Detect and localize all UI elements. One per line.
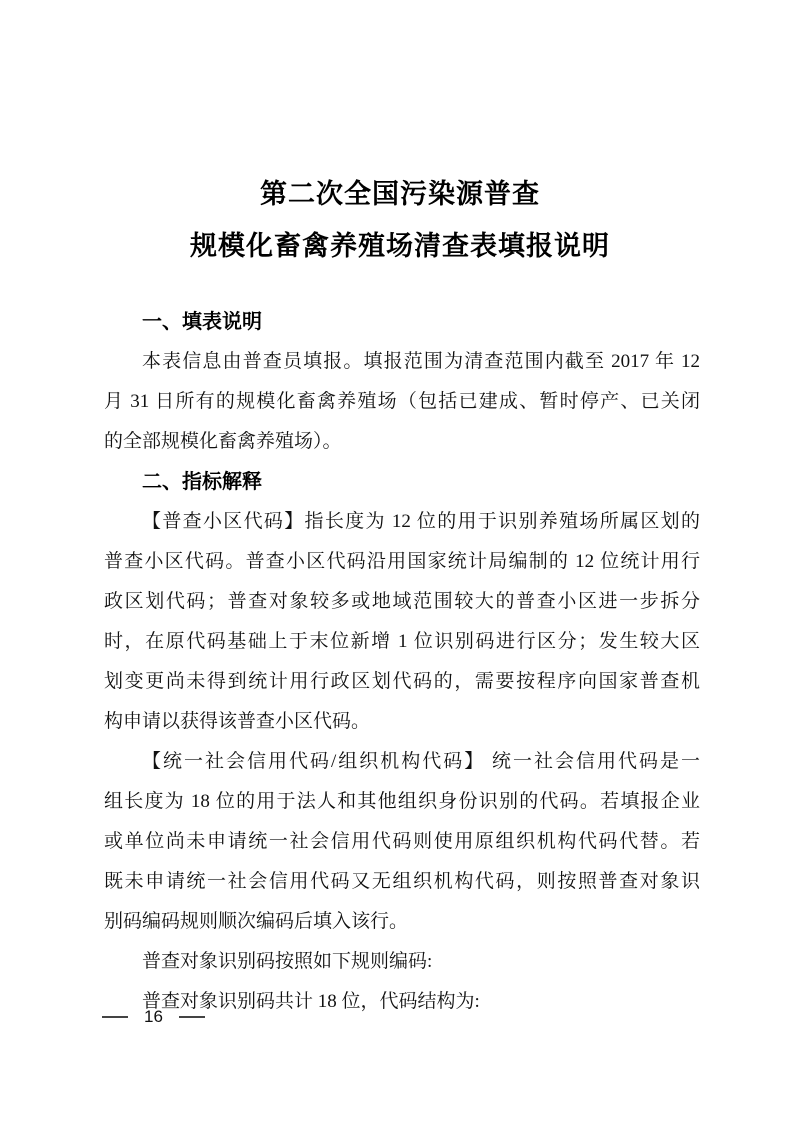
body-text-line: 构申请以获得该普查小区代码。 [104, 711, 371, 732]
page-number: 16 [144, 1007, 163, 1026]
body-text-line: 既未申请统一社会信用代码又无组织机构代码，则按照普查对象识 [104, 871, 700, 892]
indicator-explanation-heading: 二、指标解释 [142, 471, 262, 493]
page-footer [102, 1004, 205, 1030]
document-title [0, 168, 800, 272]
body-text-line: 划变更尚未得到统计用行政区划代码的，需要按程序向国家普查机 [104, 671, 700, 692]
body-text-line: 普查小区代码。普查小区代码沿用国家统计局编制的 12 位统计用行 [104, 551, 700, 572]
document-body [104, 302, 700, 1022]
body-text-line: 【普查小区代码】指长度为 12 位的用于识别养殖场所属区划的 [142, 511, 700, 532]
body-text-line: 别码编码规则顺次编码后填入该行。 [104, 911, 409, 932]
body-text-line: 组长度为 18 位的用于法人和其他组织身份识别的代码。若填报企业 [104, 791, 700, 812]
body-text-line: 本表信息由普查员填报。填报范围为清查范围内截至 2017 年 12 [142, 351, 700, 372]
fill-instructions-heading: 一、填表说明 [142, 311, 262, 333]
body-text-line: 或单位尚未申请统一社会信用代码则使用原组织机构代码代替。若 [104, 831, 700, 852]
document-title-line-2: 规模化畜禽养殖场清查表填报说明 [190, 231, 610, 261]
body-text-line: 普查对象识别码按照如下规则编码: [142, 951, 433, 972]
body-text-line: 月 31 日所有的规模化畜禽养殖场（包括已建成、暂时停产、已关闭 [104, 391, 700, 412]
body-text-line: 时，在原代码基础上于末位新增 1 位识别码进行区分；发生较大区 [104, 631, 700, 652]
footer-dash-right [179, 1016, 205, 1018]
document-title-line-1: 第二次全国污染源普查 [260, 179, 540, 209]
body-text-line: 的全部规模化畜禽养殖场）。 [104, 431, 342, 452]
footer-dash-left [102, 1016, 128, 1018]
body-text-line: 政区划代码；普查对象较多或地域范围较大的普查小区进一步拆分 [104, 591, 700, 612]
body-text-line: 普查对象识别码共计 18 位，代码结构为: [142, 991, 480, 1012]
body-text-line: 【统一社会信用代码/组织机构代码】 统一社会信用代码是一 [142, 751, 700, 772]
